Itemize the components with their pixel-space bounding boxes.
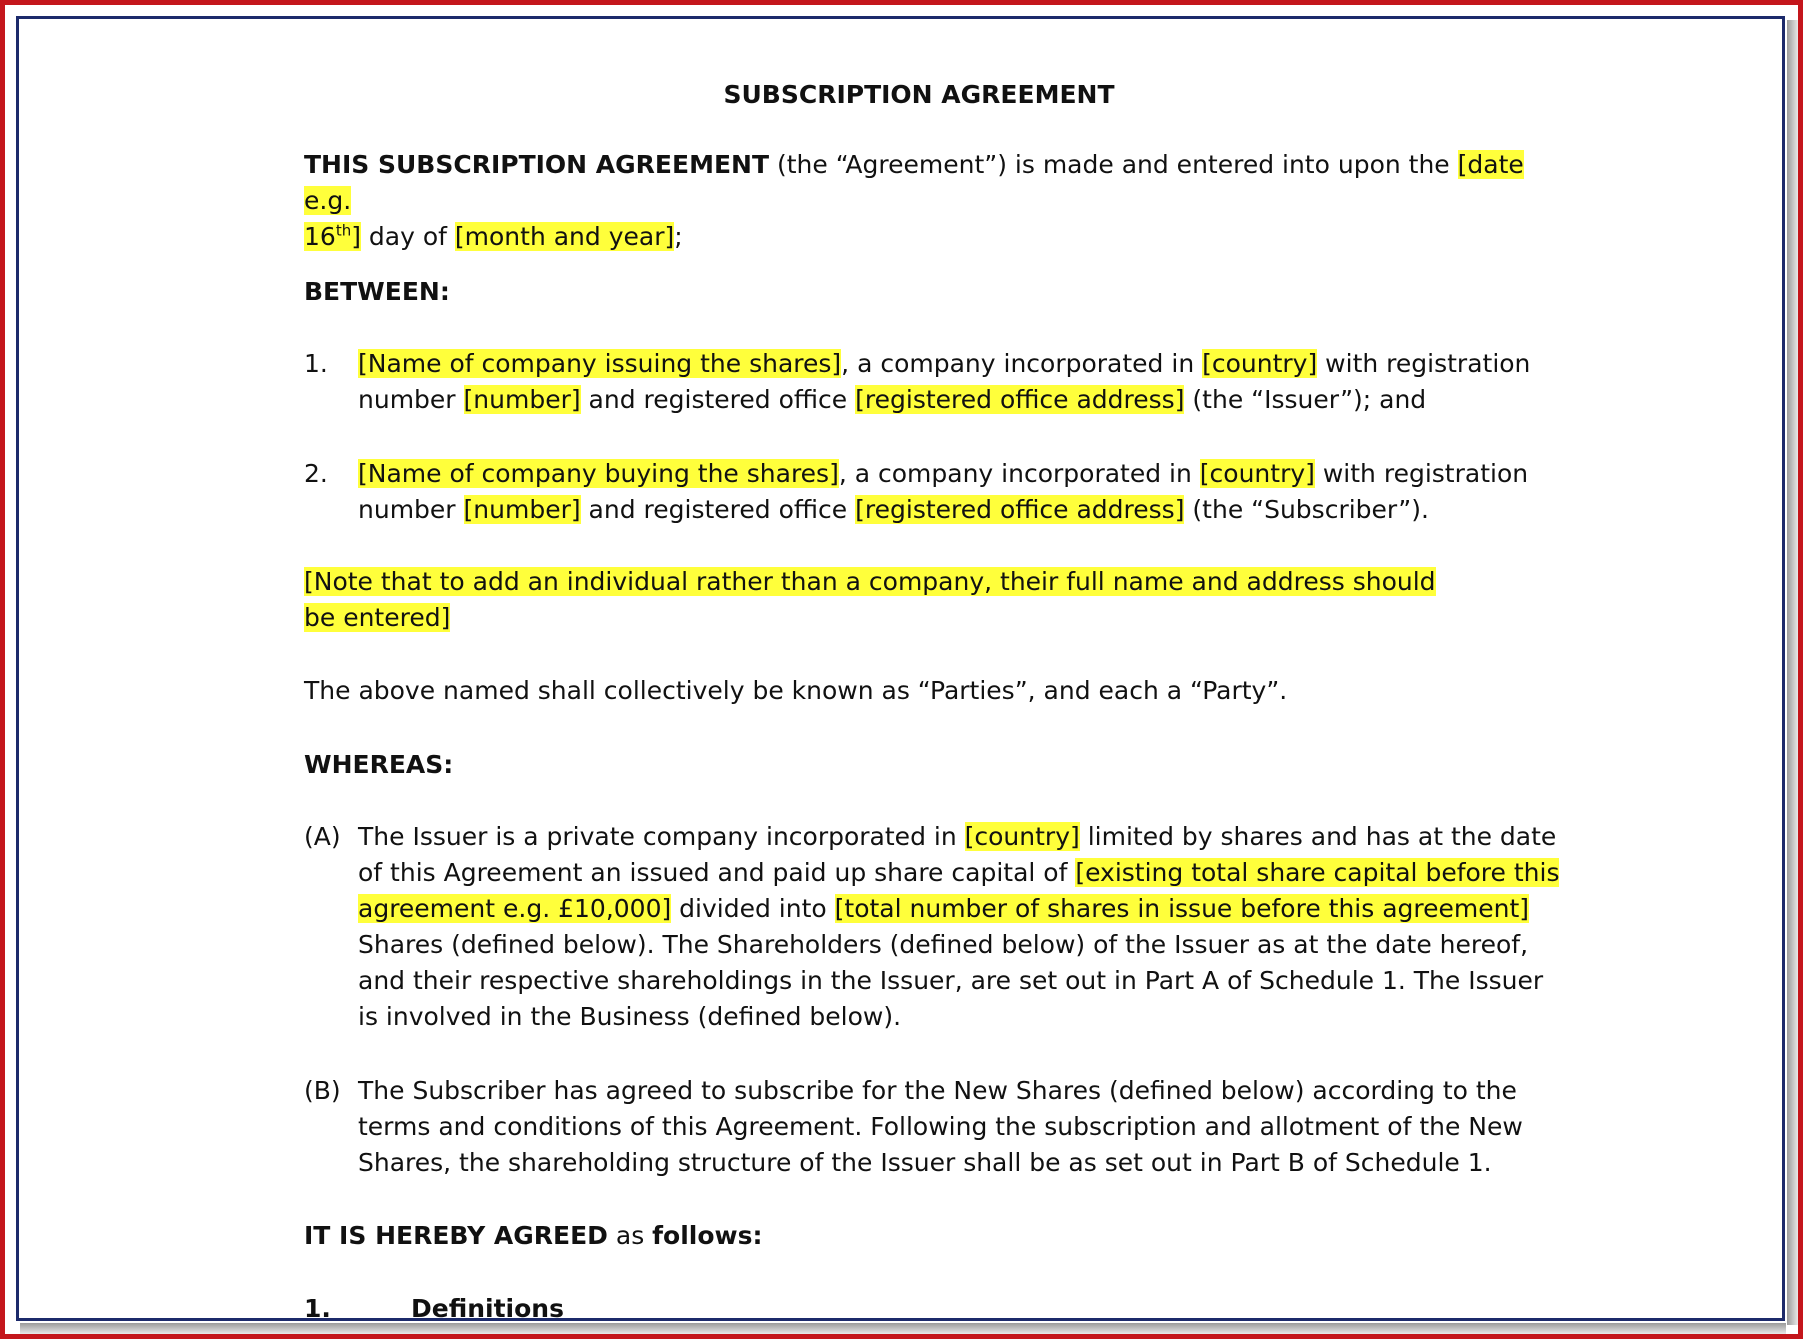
- party-1-text: [358, 346, 1563, 418]
- agreed-lead: IT IS HEREBY AGREED: [304, 1221, 608, 1250]
- issuer-address-placeholder: [registered office address]: [855, 385, 1185, 414]
- subscriber-number-placeholder: [number]: [463, 495, 581, 524]
- recital-a-text-2: limited by shares and has at the date of this Agreement an issued and paid up share capital of: [358, 822, 1557, 887]
- recital-b-text: The Subscriber has agreed to subscribe for the New Shares (defined below) according to the terms and conditions of this Agreement. Following the subscription and allotment of the New Shares, the shareholding structure of the Issuer shall be as set out in Part B of Schedule 1.: [358, 1076, 1523, 1177]
- section-1-number: 1.: [304, 1294, 331, 1323]
- party-2-text-3: and registered office: [580, 495, 856, 524]
- document-title: SUBSCRIPTION AGREEMENT: [723, 80, 1115, 109]
- frame-shadow-right: [1787, 20, 1798, 1325]
- party-2-number: 2.: [304, 459, 328, 488]
- party-2-text: [358, 456, 1563, 528]
- intro-text-1: (the “Agreement”) is made and entered into upon the: [769, 150, 1458, 179]
- recital-a-country-placeholder: [country]: [964, 822, 1080, 851]
- individual-note-text: [Note that to add an individual rather than a company, their full name and address should be entered]: [304, 567, 1436, 632]
- issuer-number-placeholder: [number]: [463, 385, 581, 414]
- party-2-text-2: with registration number: [358, 459, 1529, 524]
- agreed-as: as: [607, 1221, 653, 1250]
- individual-note: [304, 564, 1444, 636]
- whereas-heading: WHEREAS:: [304, 750, 454, 779]
- recital-a-text-4: Shares (defined below). The Shareholders (defined below) of the Issuer as at the date hereof, and their respective shareholdings in the Issuer, are set out in Part A of Schedule 1. The Issuer is involved in the Business (defined below).: [358, 930, 1544, 1031]
- date-placeholder-a: [date e.g.: [304, 150, 1524, 215]
- recital-a-text: [358, 819, 1563, 1035]
- party-2-text-1: , a company incorporated in: [838, 459, 1200, 488]
- section-1-title: Definitions: [411, 1294, 564, 1323]
- party-1-text-4: (the “Issuer”); and: [1184, 385, 1427, 414]
- intro-lead: THIS SUBSCRIPTION AGREEMENT: [304, 150, 770, 179]
- subscriber-name-placeholder: [Name of company buying the shares]: [358, 459, 839, 488]
- recital-a-text-1: The Issuer is a private company incorporated in: [358, 822, 965, 851]
- recital-b-label: (B): [304, 1076, 341, 1105]
- date-day: 16: [304, 222, 336, 251]
- party-1-text-1: , a company incorporated in: [841, 349, 1203, 378]
- date-ordinal: th: [335, 221, 352, 240]
- intro-text-3: ;: [674, 222, 683, 251]
- party-1-text-3: and registered office: [580, 385, 856, 414]
- recital-a-label: (A): [304, 822, 341, 851]
- section-1-heading: [304, 1291, 564, 1327]
- document-page: [16, 16, 1785, 1321]
- issuer-name-placeholder: [Name of company issuing the shares]: [358, 349, 842, 378]
- subscriber-country-placeholder: [country]: [1199, 459, 1315, 488]
- intro-text-2: day of: [360, 222, 455, 251]
- issuer-country-placeholder: [country]: [1202, 349, 1318, 378]
- subscriber-address-placeholder: [registered office address]: [855, 495, 1185, 524]
- frame-shadow-bottom: [20, 1323, 1786, 1334]
- month-placeholder: [month and year]: [454, 222, 675, 251]
- agreed-clause: [304, 1218, 1564, 1254]
- agreed-follows: follows:: [652, 1221, 763, 1250]
- total-shares-placeholder: [total number of shares in issue before this agreement]: [834, 894, 1530, 923]
- party-2-text-4: (the “Subscriber”).: [1184, 495, 1429, 524]
- parties-definition: The above named shall collectively be known as “Parties”, and each a “Party”.: [304, 676, 1288, 705]
- intro-paragraph: [304, 147, 1564, 255]
- party-1-text-2: with registration number: [358, 349, 1531, 414]
- date-bracket: ]: [351, 222, 361, 251]
- recital-a-text-3: divided into: [671, 894, 835, 923]
- between-heading: BETWEEN:: [304, 277, 450, 306]
- share-capital-placeholder: [existing total share capital before this agreement e.g. £10,000]: [358, 858, 1560, 923]
- party-1-number: 1.: [304, 349, 328, 378]
- date-placeholder-b: [304, 222, 361, 251]
